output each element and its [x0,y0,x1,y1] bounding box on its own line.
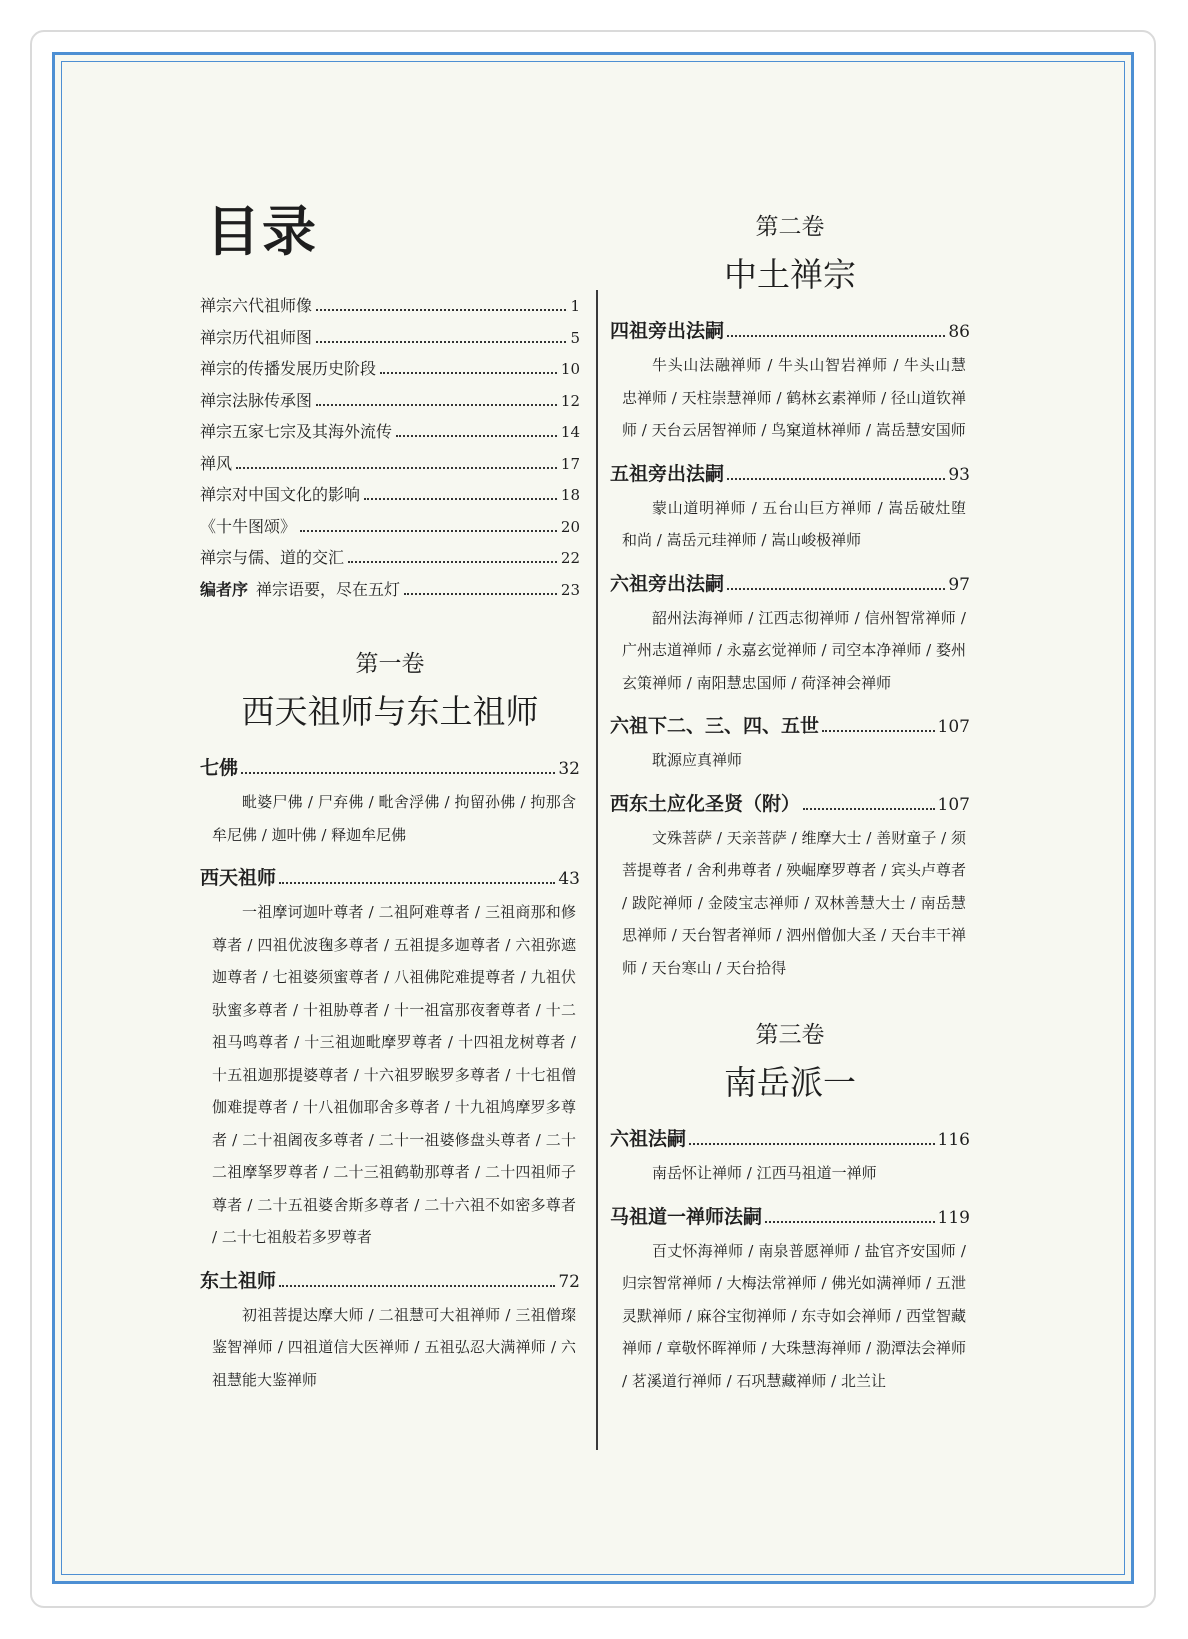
dot-leader [727,478,945,480]
section-title: 七佛 [200,757,239,779]
column-divider [596,290,598,1450]
section-title: 西天祖师 [200,867,277,889]
section-title: 东土祖师 [200,1269,277,1292]
toc-entry[interactable] [200,416,580,448]
volume-number: 第三卷 [755,1022,825,1048]
section-names: 韶州法海禅师 / 江西志彻禅师 / 信州智常禅师 / 广州志道禅师 / 永嘉玄觉禅师 / 司空本净禅师 / 婺州玄策禅师 / 南阳慧忠国师 / 荷泽神会禅师 [622,608,966,692]
dot-leader [300,529,557,532]
section-names: 一祖摩诃迦叶尊者 / 二祖阿难尊者 / 三祖商那和修尊者 / 四祖优波毱多尊者 / 五祖提多迦尊者 / 六祖弥遮迦尊者 / 七祖婆须蜜尊者 / 八祖佛陀难提尊者 / 九祖伏驮蜜多尊者 / 十祖胁尊者 / 十一祖富那夜奢尊者 / 十二祖马鸣尊者 / 十三祖迦毗摩罗尊者 / 十四祖龙树尊者 / 十五祖迦那提婆尊者 / 十六祖罗睺罗多尊者 / 十七祖僧伽难提尊者 / 十八祖伽耶舍多尊者 / 十九祖鸠摩罗多尊者 / 二十祖阇夜多尊者 / 二十一祖婆修盘头尊者 / 二十二祖摩拏罗尊者 / 二十三祖鹤勒那尊者 / 二十四祖师子尊者 / 二十五祖婆舍斯多尊者 / 二十六祖不如密多尊者 / 二十七祖般若多罗尊者 [212,903,576,1246]
dot-leader [316,308,566,311]
dot-leader [689,1143,935,1145]
dot-leader [404,592,557,595]
volume-number: 第二卷 [755,214,825,240]
dot-leader [241,772,555,774]
section-page: 32 [558,759,580,779]
toc-entry-page: 5 [570,328,580,347]
dot-leader [380,371,557,374]
dot-leader [316,340,566,343]
toc-entry-page: 22 [560,549,580,567]
toc-entry-page: 17 [560,454,580,473]
section-heading[interactable] [610,459,970,490]
section-names: 百丈怀海禅师 / 南泉普愿禅师 / 盐官齐安国师 / 归宗智常禅师 / 大梅法常禅师 / 佛光如满禅师 / 五泄灵默禅师 / 麻谷宝彻禅师 / 东寺如会禅师 / 西堂智藏禅师 / 章敬怀晖禅师 / 大珠慧海禅师 / 泐潭法会禅师 / 茗溪道行禅师 / 石巩慧藏禅师 / 北兰让 [622,1241,966,1390]
dot-leader [765,1221,935,1223]
toc-entry[interactable] [200,385,580,417]
section-title: 西东土应化圣贤（附） [610,792,801,815]
toc-entry-page: 1 [570,297,580,315]
toc-entry[interactable] [200,542,580,574]
section-heading[interactable] [610,1202,970,1233]
volume-1 [200,649,580,1396]
toc-entry-editor-preface[interactable] [200,574,580,606]
volume-title: 南岳派一 [724,1063,856,1102]
toc-entry-page: 18 [560,486,580,504]
toc-entry-page: 14 [560,423,580,441]
section-title: 六祖旁出法嗣 [610,572,725,595]
toc-entry-title: 禅宗与儒、道的交汇 [200,548,345,567]
toc-entry[interactable] [200,479,580,511]
toc-entry-title: 禅宗六代祖师像 [200,296,313,315]
section-page: 97 [948,574,970,595]
section-page: 93 [948,464,970,485]
section-title: 马祖道一禅师法嗣 [610,1205,763,1228]
toc-entry-page: 12 [560,391,580,410]
volume-title: 中土禅宗 [724,255,856,294]
section-names: 牛头山法融禅师 / 牛头山智岩禅师 / 牛头山慧忠禅师 / 天柱崇慧禅师 / 鹤林玄素禅师 / 径山道钦禅师 / 天台云居智禅师 / 鸟窠道林禅师 / 嵩岳慧安国师 [622,356,966,439]
toc-entry-title: 禅宗对中国文化的影响 [200,485,361,504]
dot-leader [727,335,945,337]
toc-entry-title: 禅风 [200,453,233,473]
dot-leader [348,560,557,563]
right-column [610,212,970,1409]
toc-entry-page: 23 [560,580,580,599]
section-heading[interactable] [610,789,970,820]
dot-leader [279,1285,555,1287]
dot-leader [236,466,557,469]
toc-entry-page: 20 [560,517,580,536]
section-names: 耽源应真禅师 [652,751,743,769]
dot-leader [822,730,935,732]
section-heading[interactable] [610,711,970,742]
section-heading[interactable] [610,1124,970,1155]
front-matter-list [200,290,580,605]
section-heading[interactable] [200,1266,580,1297]
page-title: 目录 [206,200,318,263]
toc-entry-title: 禅宗五家七宗及其海外流传 [200,422,393,441]
toc-entry-page: 10 [560,360,580,378]
section-page: 119 [937,1207,970,1228]
toc-entry-title: 禅宗的传播发展历史阶段 [200,359,377,378]
volume-2 [610,212,970,984]
toc-entry-title: 禅宗语要，尽在五灯 [256,579,401,599]
toc-entry-title: 禅宗历代祖师图 [200,327,313,347]
section-title: 六祖法嗣 [610,1128,687,1150]
volume-number: 第一卷 [355,651,425,677]
section-page: 107 [937,794,970,815]
section-title: 六祖下二、三、四、五世 [610,715,820,737]
section-page: 107 [937,717,970,737]
toc-entry[interactable] [200,353,580,385]
section-title: 四祖旁出法嗣 [610,320,725,342]
toc-entry-title: 《十牛图颂》 [200,516,297,536]
section-page: 86 [948,322,970,342]
dot-leader [364,497,557,500]
toc-entry-prefix: 编者序 [200,579,249,599]
section-names: 初祖菩提达摩大师 / 二祖慧可大祖禅师 / 三祖僧璨鉴智禅师 / 四祖道信大医禅师 / 五祖弘忍大满禅师 / 六祖慧能大鉴禅师 [212,1305,576,1389]
section-heading[interactable] [200,863,580,894]
section-names: 毗婆尸佛 / 尸弃佛 / 毗舍浮佛 / 拘留孙佛 / 拘那含牟尼佛 / 迦叶佛 / 释迦牟尼佛 [212,793,576,844]
dot-leader [727,588,945,590]
section-heading[interactable] [200,753,580,784]
dot-leader [396,434,557,437]
section-names: 南岳怀让禅师 / 江西马祖道一禅师 [652,1164,877,1182]
volume-3 [610,1020,970,1397]
dot-leader [316,403,557,406]
section-names: 文殊菩萨 / 天亲菩萨 / 维摩大士 / 善财童子 / 须菩提尊者 / 舍利弗尊者 / 殃崛摩罗尊者 / 宾头卢尊者 / 跋陀禅师 / 金陵宝志禅师 / 双林善慧大士 / 南岳慧思禅师 / 天台智者禅师 / 泗州僧伽大圣 / 天台丰干禅师 / 天台寒山 / 天台拾得 [622,828,966,977]
volume-title: 西天祖师与东土祖师 [241,692,539,731]
section-title: 五祖旁出法嗣 [610,462,725,485]
toc-entry[interactable] [200,290,580,322]
section-names: 蒙山道明禅师 / 五台山巨方禅师 / 嵩岳破灶堕和尚 / 嵩岳元珪禅师 / 嵩山峻极禅师 [622,498,966,549]
left-column [200,200,580,1408]
toc-entry[interactable] [200,511,580,543]
toc-entry[interactable] [200,322,580,354]
section-heading[interactable] [610,316,970,347]
section-page: 43 [558,869,580,889]
dot-leader [279,882,555,884]
toc-entry-title: 禅宗法脉传承图 [200,390,313,410]
section-page: 72 [558,1271,580,1292]
toc-entry[interactable] [200,448,580,480]
section-page: 116 [937,1130,970,1150]
dot-leader [803,808,935,810]
section-heading[interactable] [610,569,970,600]
